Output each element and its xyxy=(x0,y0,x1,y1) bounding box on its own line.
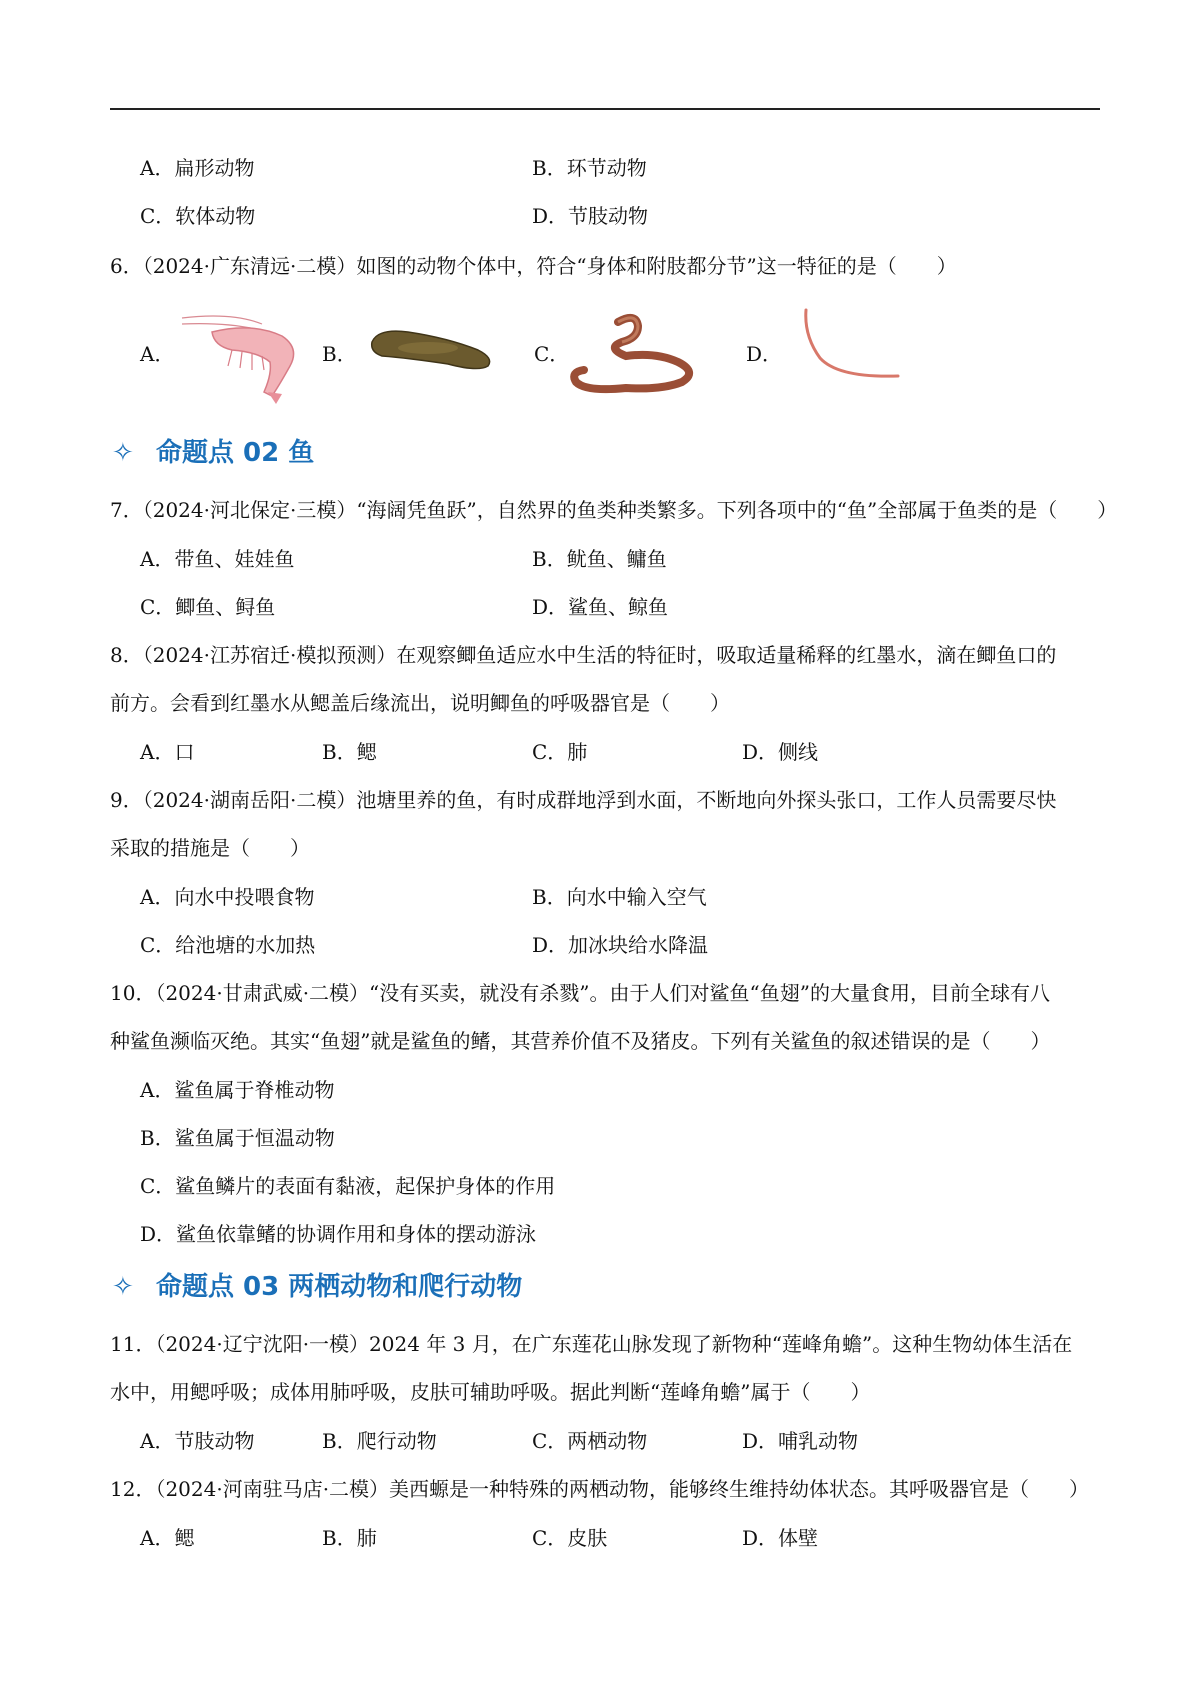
q6-option-b-label[interactable]: B． xyxy=(322,342,357,366)
header-rule xyxy=(110,108,1100,110)
q6-option-a-label[interactable]: A． xyxy=(140,342,175,366)
sparkle-icon: ✧ xyxy=(112,1272,134,1302)
q7-stem: 7．（2024·河北保定·三模）“海阔凭鱼跃”，自然界的鱼类种类繁多。下列各项中的“鱼”全部属于鱼类的是（ ） xyxy=(110,498,1118,522)
q6-option-c-label[interactable]: C． xyxy=(534,342,570,366)
q12-option-c[interactable]: C．皮肤 xyxy=(532,1526,608,1550)
q12-option-b[interactable]: B．肺 xyxy=(322,1526,377,1550)
q9-stem-line1: 9．（2024·湖南岳阳·二模）池塘里养的鱼，有时成群地浮到水面，不断地向外探头张口，工作人员需要尽快 xyxy=(110,788,1057,812)
q9-stem-line2: 采取的措施是（ ） xyxy=(110,836,310,860)
q8-stem-line2: 前方。会看到红墨水从鳃盖后缘流出，说明鲫鱼的呼吸器官是（ ） xyxy=(110,691,730,715)
q9-option-d[interactable]: D．加冰块给水降温 xyxy=(532,933,709,957)
q5-option-d[interactable]: D．节肢动物 xyxy=(532,204,649,228)
q10-option-d[interactable]: D．鲨鱼依靠鳍的协调作用和身体的摆动游泳 xyxy=(140,1222,537,1246)
q6-option-d-label[interactable]: D． xyxy=(746,342,783,366)
q5-option-b[interactable]: B．环节动物 xyxy=(532,156,647,180)
q10-option-c[interactable]: C．鲨鱼鳞片的表面有黏液，起保护身体的作用 xyxy=(140,1174,556,1198)
q5-option-c[interactable]: C．软体动物 xyxy=(140,204,256,228)
flatworm-image xyxy=(368,324,500,376)
sparkle-icon: ✧ xyxy=(112,438,134,468)
q11-option-d[interactable]: D．哺乳动物 xyxy=(742,1429,859,1453)
q7-option-b[interactable]: B．鱿鱼、鳙鱼 xyxy=(532,547,667,571)
earthworm-image xyxy=(566,312,706,402)
q11-option-a[interactable]: A．节肢动物 xyxy=(140,1429,255,1453)
q5-option-a[interactable]: A．扁形动物 xyxy=(140,156,255,180)
q6-stem: 6．（2024·广东清远·二模）如图的动物个体中，符合“身体和附肢都分节”这一特征的是（ ） xyxy=(110,254,957,278)
q12-option-d[interactable]: D．体壁 xyxy=(742,1526,819,1550)
q9-option-c[interactable]: C．给池塘的水加热 xyxy=(140,933,316,957)
q11-option-b[interactable]: B．爬行动物 xyxy=(322,1429,437,1453)
shrimp-image xyxy=(172,300,312,408)
section-title: 命题点 02 鱼 xyxy=(156,438,315,468)
q10-option-a[interactable]: A．鲨鱼属于脊椎动物 xyxy=(140,1078,335,1102)
roundworm-image xyxy=(798,306,908,386)
q7-option-c[interactable]: C．鲫鱼、鲟鱼 xyxy=(140,595,276,619)
q8-option-b[interactable]: B．鳃 xyxy=(322,740,377,764)
q10-stem-line2: 种鲨鱼濒临灭绝。其实“鱼翅”就是鲨鱼的鳍，其营养价值不及猪皮。下列有关鲨鱼的叙述错误的是（ ） xyxy=(110,1029,1051,1053)
q8-option-d[interactable]: D．侧线 xyxy=(742,740,819,764)
q11-stem-line1: 11．（2024·辽宁沈阳·一模）2024 年 3 月，在广东莲花山脉发现了新物种“莲峰角蟾”。这种生物幼体生活在 xyxy=(110,1332,1073,1356)
q12-option-a[interactable]: A．鳃 xyxy=(140,1526,195,1550)
q8-stem-line1: 8．（2024·江苏宿迁·模拟预测）在观察鲫鱼适应水中生活的特征时，吸取适量稀释的红墨水，滴在鲫鱼口的 xyxy=(110,643,1057,667)
q12-stem: 12．（2024·河南驻马店·二模）美西螈是一种特殊的两栖动物，能够终生维持幼体状态。其呼吸器官是（ ） xyxy=(110,1477,1090,1501)
q10-stem-line1: 10．（2024·甘肃武威·二模）“没有买卖，就没有杀戮”。由于人们对鲨鱼“鱼翅”的大量食用，目前全球有八 xyxy=(110,981,1050,1005)
q11-stem-line2: 水中，用鳃呼吸；成体用肺呼吸，皮肤可辅助呼吸。据此判断“莲峰角蟾”属于（ ） xyxy=(110,1380,871,1404)
q9-option-b[interactable]: B．向水中输入空气 xyxy=(532,885,707,909)
section-title: 命题点 03 两栖动物和爬行动物 xyxy=(156,1272,523,1302)
q8-option-a[interactable]: A．口 xyxy=(140,740,195,764)
q7-option-a[interactable]: A．带鱼、娃娃鱼 xyxy=(140,547,295,571)
q11-option-c[interactable]: C．两栖动物 xyxy=(532,1429,648,1453)
q9-option-a[interactable]: A．向水中投喂食物 xyxy=(140,885,315,909)
q10-option-b[interactable]: B．鲨鱼属于恒温动物 xyxy=(140,1126,335,1150)
section-heading-03 xyxy=(112,1270,522,1304)
q8-option-c[interactable]: C．肺 xyxy=(532,740,588,764)
section-heading-02 xyxy=(112,436,314,470)
q7-option-d[interactable]: D．鲨鱼、鲸鱼 xyxy=(532,595,669,619)
